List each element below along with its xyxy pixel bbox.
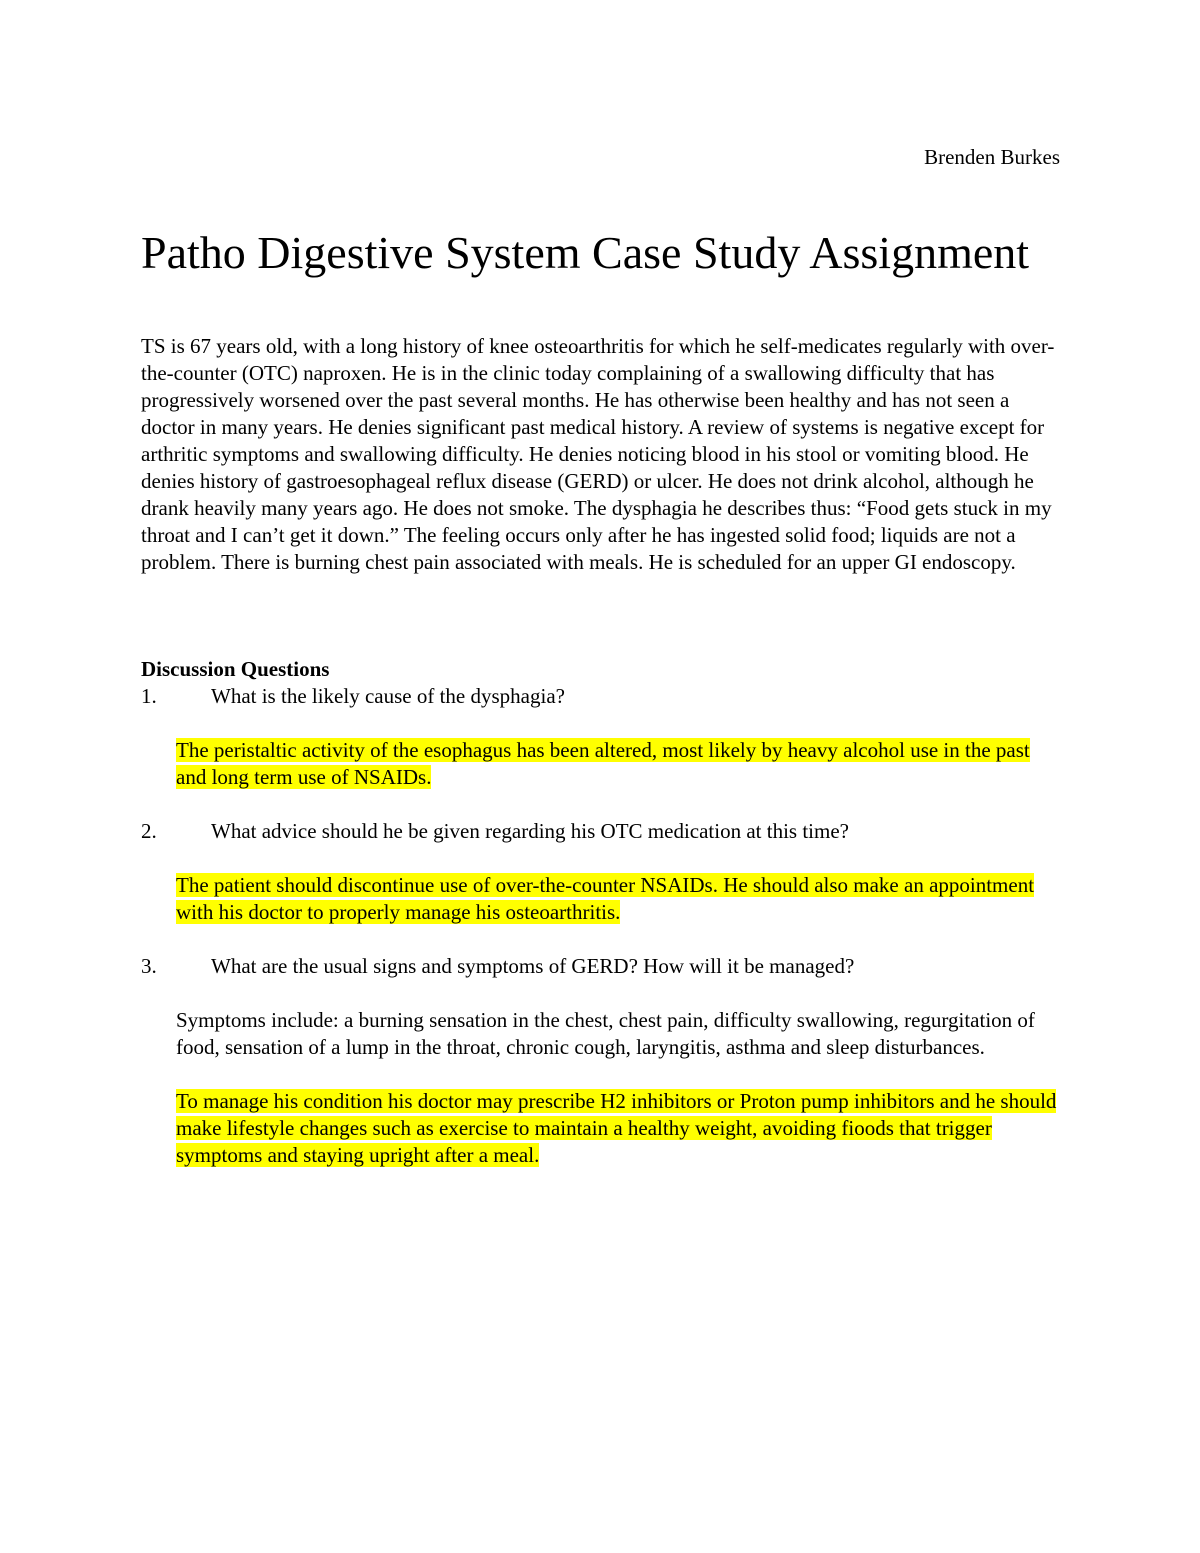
question-text: What advice should he be given regarding his OTC medication at this time? bbox=[211, 819, 849, 843]
question-number: 2. bbox=[141, 819, 157, 843]
document-title: Patho Digestive System Case Study Assignment bbox=[141, 227, 1030, 278]
question-number: 3. bbox=[141, 954, 157, 978]
author-name: Brenden Burkes bbox=[924, 145, 1060, 169]
answer-3-symptoms: Symptoms include: a burning sensation in the chest, chest pain, difficulty swallowing, regurgitation of food, sensation of a lump in the throat, chronic cough, laryngitis, asthma and sleep disturbances. bbox=[176, 1008, 1035, 1059]
question-number: 1. bbox=[141, 684, 157, 708]
question-1 bbox=[141, 683, 1061, 710]
case-description: TS is 67 years old, with a long history of knee osteoarthritis for which he self-medicates regularly with over-the-counter (OTC) naproxen. He is in the clinic today complaining of a swallowing difficulty that has progressively worsened over the past several months. He has otherwise been healthy and has not seen a doctor in many years. He denies significant past medical history. A review of systems is negative except for arthritic symptoms and swallowing difficulty. He denies noticing blood in his stool or vomiting blood. He denies history of gastroesophageal reflux disease (GERD) or ulcer. He does not drink alcohol, although he drank heavily many years ago. He does not smoke. The dysphagia he describes thus: “Food gets stuck in my throat and I can’t get it down.” The feeling occurs only after he has ingested solid food; liquids are not a problem. There is burning chest pain associated with meals. He is scheduled for an upper GI endoscopy. bbox=[141, 334, 1055, 574]
discussion-heading: Discussion Questions bbox=[141, 657, 330, 681]
question-text: What are the usual signs and symptoms of GERD? How will it be managed? bbox=[211, 954, 855, 978]
question-2 bbox=[141, 818, 1061, 845]
discussion-section bbox=[141, 656, 1061, 1169]
answer-1 bbox=[176, 737, 1061, 791]
answer-3-management bbox=[176, 1088, 1061, 1169]
question-3 bbox=[141, 953, 1061, 980]
highlighted-answer-text: To manage his condition his doctor may prescribe H2 inhibitors or Proton pump inhibitors and he should make lifestyle changes such as exercise to maintain a healthy weight, avoiding fioods that trigger symptoms and staying upright after a meal. bbox=[176, 1089, 1057, 1167]
highlighted-answer-text: The patient should discontinue use of over-the-counter NSAIDs. He should also make an appointment with his doctor to properly manage his osteoarthritis. bbox=[176, 873, 1035, 924]
highlighted-answer-text: The peristaltic activity of the esophagus has been altered, most likely by heavy alcohol use in the past and long term use of NSAIDs. bbox=[176, 738, 1030, 789]
answer-2 bbox=[176, 872, 1061, 926]
question-text: What is the likely cause of the dysphagia? bbox=[211, 684, 565, 708]
